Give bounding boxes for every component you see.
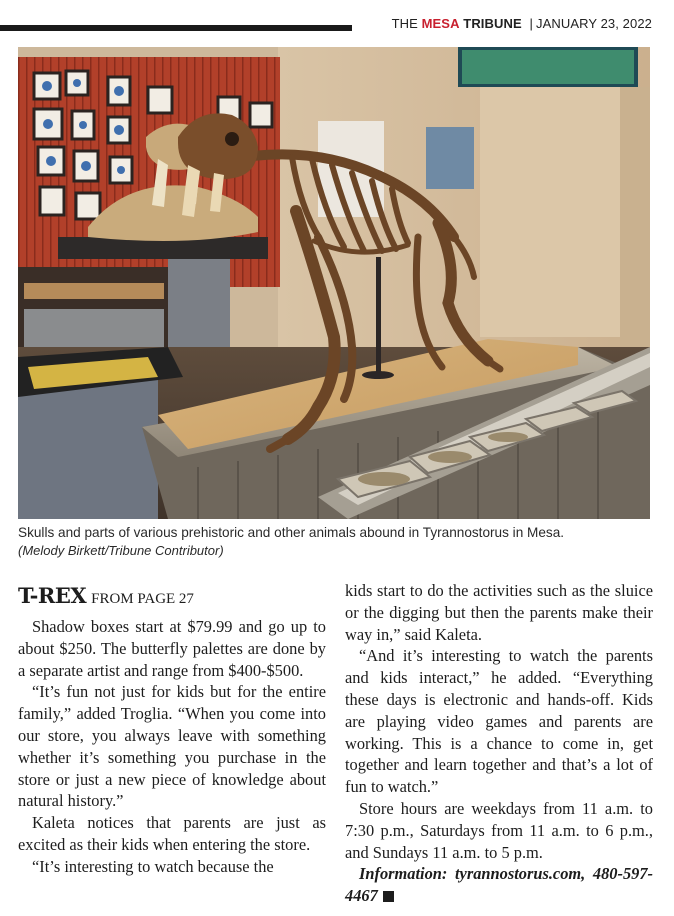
- masthead: [392, 16, 652, 36]
- jump-title: T-REX: [18, 583, 87, 608]
- masthead-separator: |: [529, 16, 533, 31]
- paragraph: “And it’s interesting to watch the parents and kids interact,” he added. “Everything these days is electronic and hands-off. Kids are playing video games and parents are working. This is a chance to come in, get together and learn together and that’s a lot of fun to watch.”: [345, 646, 653, 797]
- publication-name-tribune: TRIBUNE: [463, 16, 522, 31]
- article-photo: [18, 47, 650, 519]
- paragraph: Shadow boxes start at $79.99 and go up to about $250. The butterfly palettes are done by a separate artist and range from $400-$500.: [18, 617, 326, 680]
- paragraph: “It’s interesting to watch because the: [32, 856, 274, 876]
- publication-name-mesa: MESA: [421, 16, 460, 31]
- fossil-skeleton-illustration: [18, 47, 650, 519]
- paragraph: Kaleta notices that parents are just as excited as their kids when entering the store.: [18, 813, 326, 854]
- paragraph: kids start to do the activities such as the sluice or the digging but then the parents make their way in,” said Kaleta.: [345, 581, 653, 644]
- issue-date: JANUARY 23, 2022: [535, 16, 652, 31]
- photo-caption: Skulls and parts of various prehistoric and other animals abound in Tyrannostorus in Mesa.: [18, 525, 565, 540]
- info-line: Information: tyrannostorus.com, 480-597-4467: [345, 864, 653, 906]
- jump-headline: [18, 580, 326, 612]
- paragraph: Store hours are weekdays from 11 a.m. to 7:30 p.m., Saturdays from 11 a.m. to 6 p.m., and Sundays 11 a.m. to 5 p.m.: [345, 798, 653, 862]
- photo-credit: (Melody Birkett/Tribune Contributor): [18, 543, 224, 558]
- publication-prefix: THE: [391, 16, 418, 31]
- jump-label: FROM PAGE 27: [91, 591, 194, 607]
- paragraph: “It’s fun not just for kids but for the entire family,” added Troglia. “When you come into our store, you always leave with something whether it’s something you purchase in the store or just a new piece of knowledge about natural history.”: [18, 682, 326, 811]
- header-rule: [0, 25, 352, 31]
- article-column-left: [18, 580, 326, 878]
- info-paragraph: [345, 863, 653, 907]
- end-of-story-icon: [383, 891, 394, 902]
- article-column-right: [345, 580, 653, 907]
